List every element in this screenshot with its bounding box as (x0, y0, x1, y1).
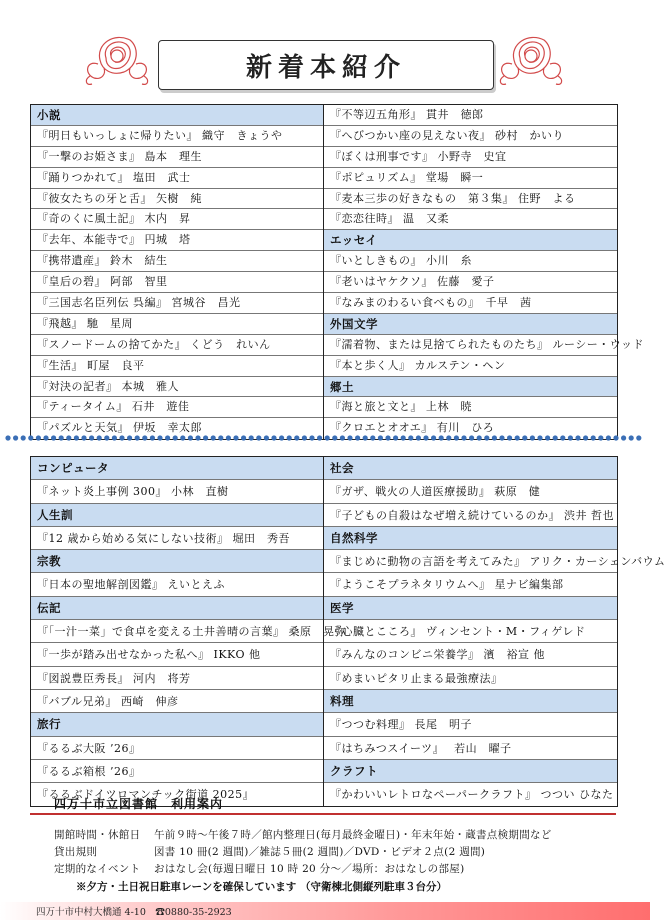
divider-dot (347, 435, 352, 440)
book-entry: 『るるぶドイツロマンチック街道 2025』 (37, 788, 255, 802)
divider-dot (591, 435, 596, 440)
category-heading: 旅行 (31, 713, 323, 736)
divider-dot (423, 435, 428, 440)
divider-dot (598, 435, 603, 440)
divider-dot (211, 435, 216, 440)
divider-dot (416, 435, 421, 440)
divider-dot (203, 435, 208, 440)
divider-dot (5, 435, 10, 440)
divider-dot (142, 435, 147, 440)
divider-dot (233, 435, 238, 440)
book-entry: 『クロエとオオエ』 有川 ひろ (330, 421, 495, 435)
divider-dot (256, 435, 261, 440)
divider-dot (195, 435, 200, 440)
info-label: 貸出規則 (54, 846, 98, 858)
divider-dot (241, 435, 246, 440)
info-value: 午前９時～午後７時／館内整理日(毎月最終金曜日)・年末年始・蔵書点検期間など (154, 829, 552, 841)
divider-dot (439, 435, 444, 440)
divider-dot (135, 435, 140, 440)
book-entry: 『るるぶ大阪 ’26』 (31, 737, 323, 760)
divider-dot (446, 435, 451, 440)
book-entry: 『みんなのコンビニ栄養学』 濱 裕宣 他 (324, 643, 617, 666)
library-info (30, 795, 616, 910)
book-entry: 『ガザ、戦火の人道医療援助』 萩原 健 (324, 480, 617, 503)
book-entry: 『いとしきもの』 小川 糸 (324, 251, 617, 272)
divider-dot (378, 435, 383, 440)
book-entry: 『去年、本能寺で』 円城 塔 (31, 230, 323, 251)
divider-dot (28, 435, 33, 440)
divider-dot (165, 435, 170, 440)
page-header (0, 0, 650, 100)
divider-dot (59, 435, 64, 440)
divider-dot (408, 435, 413, 440)
divider-dot (119, 435, 124, 440)
category-heading: 自然科学 (324, 527, 617, 550)
divider-dot (279, 435, 284, 440)
divider-dot (104, 435, 109, 440)
category-heading: 人生訓 (31, 504, 323, 527)
divider-dot (545, 435, 550, 440)
divider-dot (13, 435, 18, 440)
divider-dot (150, 435, 155, 440)
divider-dot (613, 435, 618, 440)
book-entry: 『バブル兄弟』 西崎 伸彦 (31, 690, 323, 713)
divider-dot (636, 435, 641, 440)
divider-dot (469, 435, 474, 440)
new-fiction-table (30, 104, 645, 440)
parking-note: ※夕方・土日祝日駐車レーンを確保しています （守衛棟北側縦列駐車３台分） (76, 881, 447, 893)
divider-dot (218, 435, 223, 440)
book-entry: 『ポピュリズム』 堂場 瞬一 (324, 168, 617, 189)
divider-dot (477, 435, 482, 440)
book-entry: 『ネット炎上事例 300』 小林 直樹 (31, 480, 323, 503)
book-entry: 『日本の聖地解剖図鑑』 えいとえふ (31, 573, 323, 596)
divider-dot (461, 435, 466, 440)
category-heading: コンピュータ (31, 457, 323, 480)
book-entry: 『るるぶ箱根 ’26』 (31, 760, 323, 783)
book-entry: 『一歩が踏み出せなかった私へ』 IKKO 他 (31, 643, 323, 666)
footer (0, 896, 650, 922)
info-title: 四万十市立図書館 利用案内 (54, 797, 224, 811)
page-title-frame (158, 40, 494, 90)
divider-dot (507, 435, 512, 440)
divider-dot (21, 435, 26, 440)
footer-address: 四万十市中村大橋通 4-10 ☎0880-35-2923 (36, 907, 232, 918)
divider-dot (385, 435, 390, 440)
new-nonfiction-table (30, 456, 666, 807)
divider-dot (74, 435, 79, 440)
category-heading: 料理 (324, 690, 617, 713)
divider-dot (537, 435, 542, 440)
divider-dot (112, 435, 117, 440)
book-entry: 『スノードームの捨てかた』 くどう れいん (31, 335, 323, 356)
divider-dot (340, 435, 345, 440)
info-value: おはなし会(毎週日曜日 10 時 20 分～／場所：おはなしの部屋) (154, 863, 465, 875)
divider-dot (553, 435, 558, 440)
book-entry: 『めまいピタリ止まる最強療法』 (324, 667, 617, 690)
divider-dot (530, 435, 535, 440)
book-entry: 『まじめに動物の言語を考えてみた』 アリク・カーシェンバウム (324, 550, 617, 573)
category-heading: 小説 (31, 105, 323, 126)
divider-dot (287, 435, 292, 440)
book-entry: 『かわいいレトロなペーパークラフト』 つつい ひなた (330, 788, 614, 802)
book-entry: 『はちみつスイーツ』 若山 曜子 (324, 737, 617, 760)
book-entry: 『心臓とこころ』 ヴィンセント・M・フィゲレド (324, 620, 617, 643)
divider-dot (621, 435, 626, 440)
book-entry: 『パズルと天気』 伊坂 幸太郎 (37, 421, 202, 435)
divider-dot (484, 435, 489, 440)
divider-dot (173, 435, 178, 440)
divider-dot (629, 435, 634, 440)
new-fiction-left-column (31, 105, 324, 439)
book-entry: 『踊りつかれて』 塩田 武士 (31, 168, 323, 189)
divider-dot (401, 435, 406, 440)
category-heading: 郷土 (324, 377, 617, 398)
book-entry: 『つつむ料理』 長尾 明子 (324, 713, 617, 736)
divider-dot (127, 435, 132, 440)
info-line-events (54, 861, 464, 876)
divider-dot (249, 435, 254, 440)
book-entry: 『一撃のお姫さま』 島本 理生 (31, 147, 323, 168)
book-entry: 『彼女たちの牙と舌』 矢樹 純 (31, 189, 323, 210)
book-entry: 『明日もいっしょに帰りたい』 織守 きょうや (31, 126, 323, 147)
divider-dot (606, 435, 611, 440)
page-title: 新着本紹介 (245, 52, 406, 83)
divider-dot (515, 435, 520, 440)
divider-dot (188, 435, 193, 440)
divider-dot (370, 435, 375, 440)
divider-dot (302, 435, 307, 440)
book-entry: 『図説豊臣秀長』 河内 将芳 (31, 667, 323, 690)
divider-dot (89, 435, 94, 440)
book-entry: 『なみまのわるい食べもの』 千早 茜 (324, 293, 617, 314)
book-entry: 『老いはヤケクソ』 佐藤 愛子 (324, 272, 617, 293)
category-heading: 宗教 (31, 550, 323, 573)
book-entry: 『生活』 町屋 良平 (31, 356, 323, 377)
divider-dot (97, 435, 102, 440)
divider-dot (393, 435, 398, 440)
divider-dot (583, 435, 588, 440)
divider-dot (264, 435, 269, 440)
book-entry: 『ようこそプラネタリウムへ』 星ナビ編集部 (324, 573, 617, 596)
divider-dot (317, 435, 322, 440)
book-entry: 『12 歳から始める気にしない技術』 堀田 秀吾 (31, 527, 323, 550)
book-entry: 『濡着物、または見捨てられたものたち』 ルーシー・ウッド (324, 335, 617, 356)
divider-dot (355, 435, 360, 440)
book-entry: 『恋恋往時』 温 又柔 (324, 209, 617, 230)
book-entry: 『飛越』 馳 星周 (31, 314, 323, 335)
divider-dot (180, 435, 185, 440)
divider-dot (499, 435, 504, 440)
book-entry: 『皇后の碧』 阿部 智里 (31, 272, 323, 293)
category-heading: 外国文学 (324, 314, 617, 335)
book-entry: 『ぼくは刑事です』 小野寺 史宜 (324, 147, 617, 168)
category-heading: 伝記 (31, 597, 323, 620)
divider-dot (43, 435, 48, 440)
divider-dot (51, 435, 56, 440)
category-heading: クラフト (324, 760, 617, 783)
divider-dot (309, 435, 314, 440)
category-heading: エッセイ (324, 230, 617, 251)
divider-dot (568, 435, 573, 440)
info-divider (30, 813, 616, 815)
book-entry: 『奇のくに風土記』 木内 昇 (31, 209, 323, 230)
divider-dot (36, 435, 41, 440)
info-label: 定期的なイベント (54, 863, 141, 875)
rose-illustration-left-icon (80, 30, 154, 88)
new-nonfiction-right-column (324, 457, 666, 806)
divider-dot (431, 435, 436, 440)
dotted-divider (4, 433, 646, 443)
divider-dot (157, 435, 162, 440)
category-heading: 社会 (324, 457, 617, 480)
info-line-lending (54, 844, 485, 859)
divider-dot (454, 435, 459, 440)
divider-dot (560, 435, 565, 440)
divider-dot (332, 435, 337, 440)
book-entry: 『海と旅と文と』 上林 暁 (324, 397, 617, 418)
book-entry: 『麦本三歩の好きなもの 第３集』 住野 よる (324, 189, 617, 210)
book-entry: 『「一汁一菜」で食卓を変える土井善晴の言葉』 桑原 晃弥 (31, 620, 323, 643)
divider-dot (271, 435, 276, 440)
divider-dot (66, 435, 71, 440)
book-entry: 『不等辺五角形』 貫井 徳郎 (324, 105, 617, 126)
info-line-hours (54, 827, 552, 842)
book-entry: 『携帯遺産』 鈴木 結生 (31, 251, 323, 272)
book-entry: 『へびつかい座の見えない夜』 砂村 かいり (324, 126, 617, 147)
info-value: 図書 10 冊(2 週間)／雑誌５冊(2 週間)／DVD・ビデオ２点(2 週間) (154, 846, 486, 858)
book-entry: 『対決の記者』 本城 雅人 (31, 377, 323, 398)
divider-dot (363, 435, 368, 440)
category-heading: 医学 (324, 597, 617, 620)
divider-dot (81, 435, 86, 440)
divider-dot (492, 435, 497, 440)
book-entry: 『子どもの自殺はなぜ増え続けているのか』 渋井 哲也 (324, 504, 617, 527)
book-entry: 『ティータイム』 石井 遊佳 (31, 397, 323, 418)
book-entry: 『本と歩く人』 カルステン・ヘン (324, 356, 617, 377)
book-entry: 『三国志名臣列伝 呉編』 宮城谷 昌光 (31, 293, 323, 314)
divider-dot (294, 435, 299, 440)
divider-dot (575, 435, 580, 440)
divider-dot (522, 435, 527, 440)
divider-dot (226, 435, 231, 440)
divider-dot (325, 435, 330, 440)
rose-illustration-right-icon (494, 30, 568, 88)
new-fiction-right-column (324, 105, 645, 439)
info-label: 開館時間・休館日 (54, 829, 141, 841)
